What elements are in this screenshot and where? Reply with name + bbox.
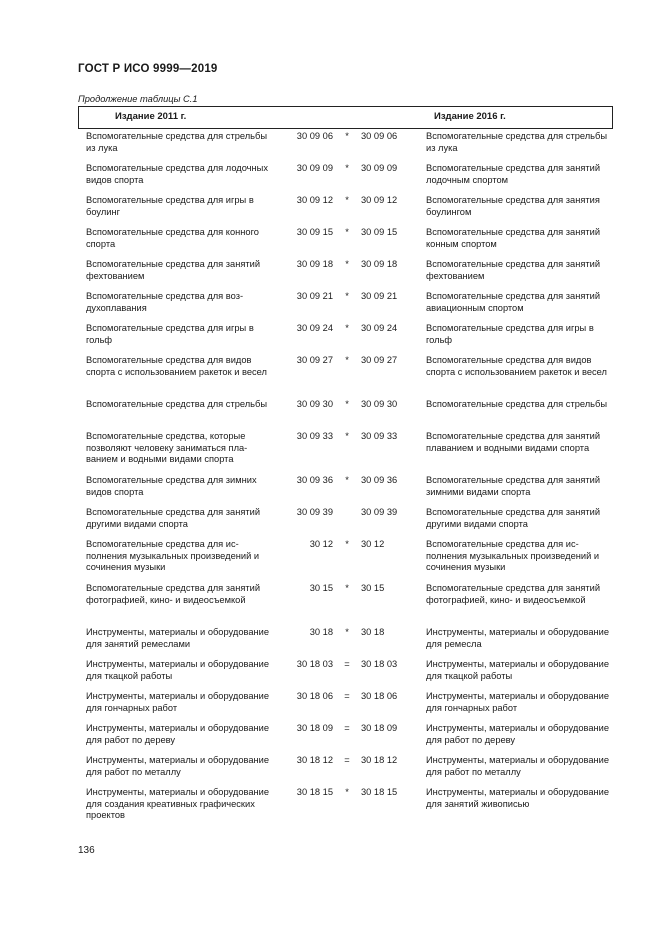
new-name-cell: Инструменты, материалы и оборудование для ремесла (426, 627, 609, 649)
old-name-cell: Вспомогательные средства для исполнения музыкальных произведений и сочинения музыки (86, 539, 260, 573)
old-name-cell: Вспомогательные средства, которые позволяют человеку заниматься плаванием и водными видами спорта (86, 431, 248, 465)
table-row (78, 291, 613, 323)
table-row (78, 399, 613, 431)
old-code-cell: 30 09 09 (296, 163, 333, 173)
old-name-cell: Вспомогательные средства для стрельбы (86, 399, 268, 409)
old-name-cell: Вспомогательные средства для воздухоплавания (86, 291, 244, 313)
old-name-cell: Вспомогательные средства для занятий фехтованием (86, 259, 261, 281)
old-code-cell: 30 09 30 (296, 399, 333, 409)
table-row (78, 659, 613, 691)
new-name-cell: Вспомогательные средства для занятий фотографией, кино- и видеосъемкой (426, 583, 601, 605)
old-code-cell: 30 12 (309, 539, 333, 549)
relation-cell: * (345, 131, 349, 141)
old-name-cell: Инструменты, материалы и оборудование для гончарных работ (86, 691, 269, 713)
table-row (78, 755, 613, 787)
old-name-cell: Инструменты, материалы и оборудование для работ по металлу (86, 755, 269, 777)
relation-cell: = (344, 755, 350, 765)
relation-cell: * (345, 475, 349, 485)
old-code-cell: 30 15 (309, 583, 333, 593)
old-name-cell: Вспомогательные средства для игры в гольф (86, 323, 254, 345)
new-code-cell: 30 15 (361, 583, 385, 593)
relation-cell: * (345, 163, 349, 173)
old-code-cell: 30 09 06 (296, 131, 333, 141)
table-row (78, 723, 613, 755)
relation-cell: * (345, 583, 349, 593)
new-code-cell: 30 18 06 (361, 691, 398, 701)
old-code-cell: 30 09 24 (296, 323, 333, 333)
new-name-cell: Инструменты, материалы и оборудование для работ по дереву (426, 723, 609, 745)
new-name-cell: Вспомогательные средства для занятий другими видами спорта (426, 507, 601, 529)
new-code-cell: 30 18 12 (361, 755, 398, 765)
new-code-cell: 30 12 (361, 539, 385, 549)
old-code-cell: 30 09 36 (296, 475, 333, 485)
table-caption: Продолжение таблицы С.1 (78, 94, 198, 104)
old-name-cell: Инструменты, материалы и оборудование для занятий ремеслами (86, 627, 269, 649)
new-name-cell: Вспомогательные средства для занятий конным спортом (426, 227, 601, 249)
old-code-cell: 30 18 06 (296, 691, 333, 701)
relation-cell: = (344, 723, 350, 733)
header-right-border (612, 107, 613, 128)
new-code-cell: 30 09 15 (361, 227, 398, 237)
new-code-cell: 30 09 18 (361, 259, 398, 269)
new-code-cell: 30 09 09 (361, 163, 398, 173)
table-row (78, 431, 613, 475)
old-code-cell: 30 18 09 (296, 723, 333, 733)
table-row (78, 227, 613, 259)
table-row (78, 195, 613, 227)
old-code-cell: 30 09 12 (296, 195, 333, 205)
old-name-cell: Вспомогательные средства для видов спорта с использованием ракеток и весел (86, 355, 267, 377)
old-name-cell: Инструменты, материалы и оборудование для ткацкой работы (86, 659, 269, 681)
old-name-cell: Вспомогательные средства для занятий фотографией, кино- и видеосъемкой (86, 583, 261, 605)
new-name-cell: Вспомогательные средства для занятий плаванием и водными видами спорта (426, 431, 601, 453)
table-row (78, 787, 613, 831)
new-name-cell: Инструменты, материалы и оборудование для гончарных работ (426, 691, 609, 713)
old-name-cell: Вспомогательные средства для конного спорта (86, 227, 259, 249)
table-row (78, 507, 613, 539)
new-code-cell: 30 18 15 (361, 787, 398, 797)
old-code-cell: 30 09 21 (296, 291, 333, 301)
new-name-cell: Вспомогательные средства для занятий фехтованием (426, 259, 601, 281)
old-code-cell: 30 18 (309, 627, 333, 637)
new-code-cell: 30 18 (361, 627, 385, 637)
old-code-cell: 30 09 15 (296, 227, 333, 237)
old-name-cell: Инструменты, материалы и оборудование для создания креативных графических проектов (86, 787, 269, 821)
table-row (78, 475, 613, 507)
old-code-cell: 30 09 27 (296, 355, 333, 365)
table-row (78, 355, 613, 399)
relation-cell: = (344, 659, 350, 669)
new-code-cell: 30 09 30 (361, 399, 398, 409)
new-code-cell: 30 18 03 (361, 659, 398, 669)
new-code-cell: 30 09 33 (361, 431, 398, 441)
new-name-cell: Вспомогательные средства для занятий зимними видами спорта (426, 475, 601, 497)
new-name-cell: Вспомогательные средства для игры в гольф (426, 323, 594, 345)
old-code-cell: 30 18 03 (296, 659, 333, 669)
table-row (78, 259, 613, 291)
new-name-cell: Вспомогательные средства для видов спорта с использованием ракеток и весел (426, 355, 607, 377)
old-code-cell: 30 18 12 (296, 755, 333, 765)
new-code-cell: 30 18 09 (361, 723, 398, 733)
relation-cell: * (345, 787, 349, 797)
relation-cell: * (345, 627, 349, 637)
old-name-cell: Вспомогательные средства для лодочных видов спорта (86, 163, 268, 185)
relation-cell: * (345, 291, 349, 301)
new-code-cell: 30 09 12 (361, 195, 398, 205)
relation-cell: * (345, 431, 349, 441)
new-name-cell: Вспомогательные средства для занятий авиационным спортом (426, 291, 601, 313)
relation-cell: * (345, 195, 349, 205)
relation-cell: * (345, 355, 349, 365)
header-edition-2011: Издание 2011 г. (115, 111, 187, 122)
old-name-cell: Вспомогательные средства для занятий другими видами спорта (86, 507, 261, 529)
table-row (78, 131, 613, 163)
table-row (78, 323, 613, 355)
new-code-cell: 30 09 36 (361, 475, 398, 485)
table-row (78, 539, 613, 583)
old-name-cell: Инструменты, материалы и оборудование для работ по дереву (86, 723, 269, 745)
old-name-cell: Вспомогательные средства для стрельбы из лука (86, 131, 268, 153)
new-code-cell: 30 09 39 (361, 507, 398, 517)
page-number: 136 (78, 845, 95, 856)
new-name-cell: Вспомогательные средства для стрельбы из лука (426, 131, 608, 153)
new-code-cell: 30 09 24 (361, 323, 398, 333)
header-edition-2016: Издание 2016 г. (434, 111, 506, 122)
header-left-border (78, 107, 79, 128)
new-code-cell: 30 09 27 (361, 355, 398, 365)
relation-cell: * (345, 539, 349, 549)
old-code-cell: 30 09 39 (296, 507, 333, 517)
new-name-cell: Вспомогательные средства для стрельбы (426, 399, 608, 409)
relation-cell: = (344, 691, 350, 701)
new-name-cell: Вспомогательные средства для занятий лодочным спортом (426, 163, 601, 185)
old-code-cell: 30 18 15 (296, 787, 333, 797)
old-code-cell: 30 09 33 (296, 431, 333, 441)
old-code-cell: 30 09 18 (296, 259, 333, 269)
new-name-cell: Вспомогательные средства для исполнения музыкальных произведений и сочинения музыки (426, 539, 600, 573)
document-id: ГОСТ Р ИСО 9999—2019 (78, 63, 218, 75)
new-code-cell: 30 09 06 (361, 131, 398, 141)
table-row (78, 627, 613, 659)
relation-cell: * (345, 399, 349, 409)
new-name-cell: Инструменты, материалы и оборудование для работ по металлу (426, 755, 609, 777)
old-name-cell: Вспомогательные средства для игры в боулинг (86, 195, 254, 217)
new-name-cell: Инструменты, материалы и оборудование для занятий живописью (426, 787, 609, 809)
new-code-cell: 30 09 21 (361, 291, 398, 301)
relation-cell: * (345, 227, 349, 237)
table-row (78, 583, 613, 627)
new-name-cell: Инструменты, материалы и оборудование для ткацкой работы (426, 659, 609, 681)
old-name-cell: Вспомогательные средства для зимних видов спорта (86, 475, 257, 497)
table-row (78, 163, 613, 195)
table-row (78, 691, 613, 723)
table-header (78, 106, 613, 129)
relation-cell: * (345, 323, 349, 333)
new-name-cell: Вспомогательные средства для занятия боулингом (426, 195, 600, 217)
table-body (78, 131, 613, 831)
relation-cell: * (345, 259, 349, 269)
